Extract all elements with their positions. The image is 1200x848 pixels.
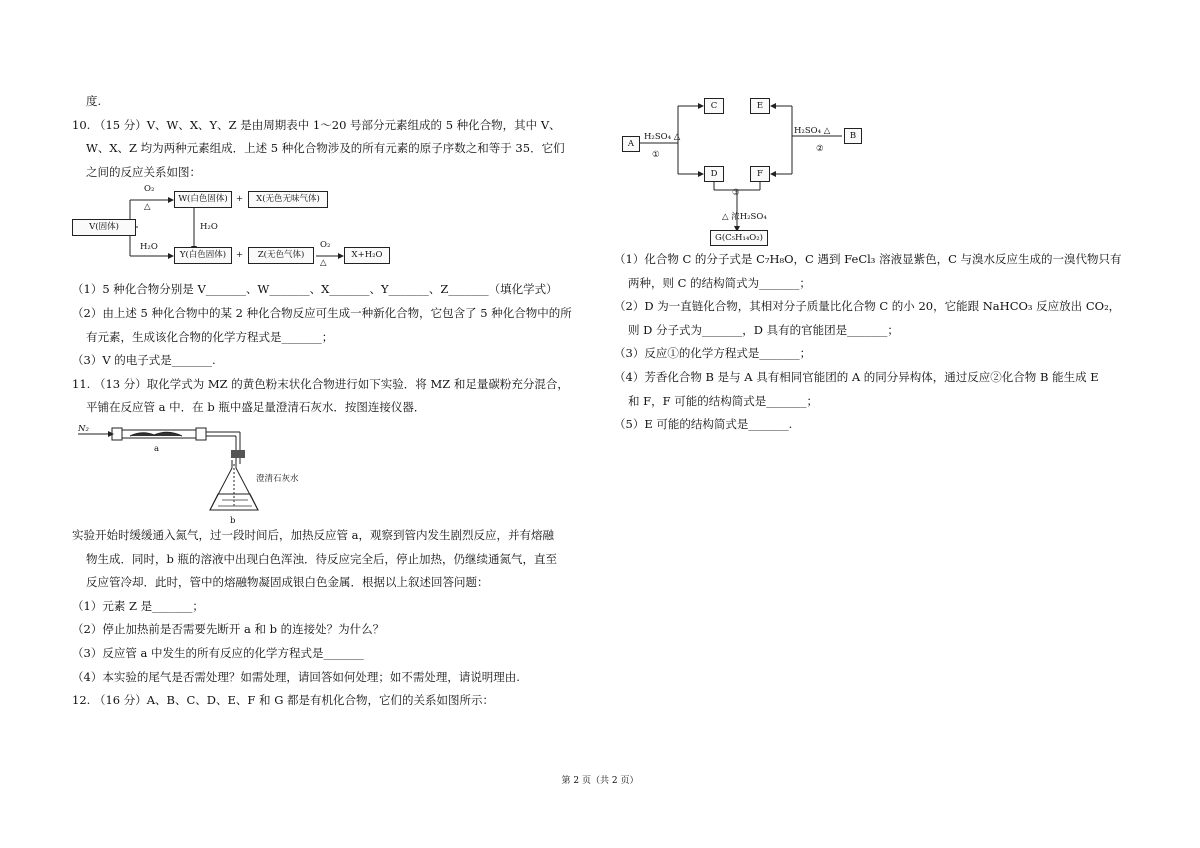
question-12-line: 12. （16 分）A、B、C、D、E、F 和 G 都是有机化合物，它们的关系如图所示： [72, 693, 495, 708]
question-10-line: 之间的反应关系如图： [86, 164, 201, 179]
page-footer: 第 2 页（共 2 页） [561, 776, 639, 786]
right-column [614, 90, 1134, 437]
left-column [72, 90, 612, 713]
reaction-3-conditions: △ 浓H₂SO₄ [722, 212, 767, 222]
plus-sign: + [236, 250, 244, 261]
reagent-o2: O₂ [320, 240, 331, 251]
reagent-h2o: H₂O [140, 242, 158, 253]
question-11-part-4: （4）本实验的尾气是否需处理？如需处理，请回答如何处理；如不需处理，请说明理由. [72, 669, 520, 684]
question-10-part-2: （2）由上述 5 种化合物中的某 2 种化合物反应可生成一种新化合物，它包含了 5 种化合物中的所 [72, 305, 572, 320]
question-10-part-3: （3）V 的电子式是_______. [72, 353, 216, 368]
limewater-label: 澄清石灰水 [256, 473, 299, 484]
question-10-part-2: 有元素，生成该化合物的化学方程式是_______； [86, 329, 334, 344]
reaction-1-conditions: H₂SO₄ △ [644, 132, 681, 142]
reagent-h2o: H₂O [200, 222, 218, 233]
text-line: 度. [86, 94, 102, 108]
question-11-line: 物生成．同时，b 瓶的溶液中出现白色浑浊．待反应完全后，停止加热，仍继续通氮气，直至 [86, 551, 558, 566]
heat-delta: △ [144, 202, 151, 213]
organic-relation-diagram [614, 90, 1134, 248]
compound-f-box: F [750, 166, 770, 182]
compound-g-box: G(C₅H₁₄O₂) [710, 230, 768, 246]
reaction-3-number: ③ [732, 188, 740, 198]
question-12-part-1: 两种，则 C 的结构简式为_______； [628, 275, 811, 290]
question-12-part-5: （5）E 可能的结构简式是_______. [614, 417, 793, 432]
plus-sign: + [236, 194, 244, 205]
compound-y-box: Y(白色固体) [174, 247, 232, 264]
reaction-1-number: ① [652, 150, 660, 160]
question-12-part-2: （2）D 为一直链化合物，其相对分子质量比化合物 C 的小 20，它能跟 NaHCO₃ 反应放出 CO₂， [614, 299, 1121, 314]
compound-e-box: E [750, 98, 770, 114]
question-12-part-3: （3）反应①的化学方程式是_______； [614, 346, 812, 361]
compound-v-box: V(固体) [72, 219, 136, 236]
tube-a-label: a [154, 443, 160, 454]
compound-b-box: B [844, 128, 862, 144]
product-x-h2o-box: X+H₂O [344, 247, 390, 264]
question-12-part-1: （1）化合物 C 的分子式是 C₇H₈O，C 遇到 FeCl₃ 溶液显紫色，C 与溴水反应生成的一溴代物只有 [614, 252, 1122, 266]
organic-diagram-arrows [614, 90, 1134, 248]
question-10-line: 10. （15 分）V、W、X、Y、Z 是由周期表中 1～20 号部分元素组成的 5 种化合物，其中 V、 [72, 117, 561, 132]
question-10-part-1: （1）5 种化合物分别是 V_______、W_______、X_______、Y_______、Z_______（填化学式） [72, 282, 558, 297]
question-11-part-1: （1）元素 Z 是_______； [72, 598, 204, 613]
question-12-part-2: 则 D 分子式为_______，D 具有的官能团是_______； [628, 322, 899, 337]
compound-x-box: X(无色无味气体) [248, 191, 328, 208]
question-11-line: 11. （13 分）取化学式为 MZ 的黄色粉末状化合物进行如下实验．将 MZ 和足量碳粉充分混合， [72, 376, 569, 391]
apparatus-diagram-q11 [72, 420, 612, 524]
apparatus-drawing [72, 420, 612, 524]
reaction-diagram-q10 [72, 184, 612, 278]
compound-z-box: Z(无色气体) [248, 247, 314, 264]
reaction-2-conditions: H₂SO₄ △ [794, 126, 831, 136]
question-11-line: 平铺在反应管 a 中．在 b 瓶中盛足量澄清石灰水．按图连接仪器． [86, 400, 426, 415]
reaction-2-number: ② [816, 144, 824, 154]
question-12-part-4: （4）芳香化合物 B 是与 A 具有相同官能团的 A 的同分异构体，通过反应②化合物 B 能生成 E [614, 369, 1099, 384]
question-10-line: W、X、Z 均为两种元素组成．上述 5 种化合物涉及的所有元素的原子序数之和等于 35．它们 [86, 141, 565, 156]
question-11-part-2: （2）停止加热前是否需要先断开 a 和 b 的连接处？为什么？ [72, 622, 385, 637]
question-12-part-4: 和 F，F 可能的结构简式是_______； [628, 393, 819, 408]
question-11-line: 反应管冷却．此时，管中的熔融物凝固成银白色金属．根据以上叙述回答问题： [86, 575, 489, 590]
compound-w-box: W(白色固体) [174, 191, 232, 208]
question-11-line: 实验开始时缓缓通入氮气，过一段时间后，加热反应管 a，观察到管内发生剧烈反应，并有熔融 [72, 527, 555, 542]
reagent-o2: O₂ [144, 184, 155, 195]
compound-d-box: D [704, 166, 724, 182]
question-11-part-3: （3）反应管 a 中发生的所有反应的化学方程式是_______ [72, 645, 364, 660]
nitrogen-label: N₂ [78, 423, 89, 434]
compound-a-box: A [622, 136, 640, 152]
compound-c-box: C [704, 98, 724, 114]
flask-b-label: b [230, 515, 236, 526]
heat-delta: △ [320, 258, 327, 269]
